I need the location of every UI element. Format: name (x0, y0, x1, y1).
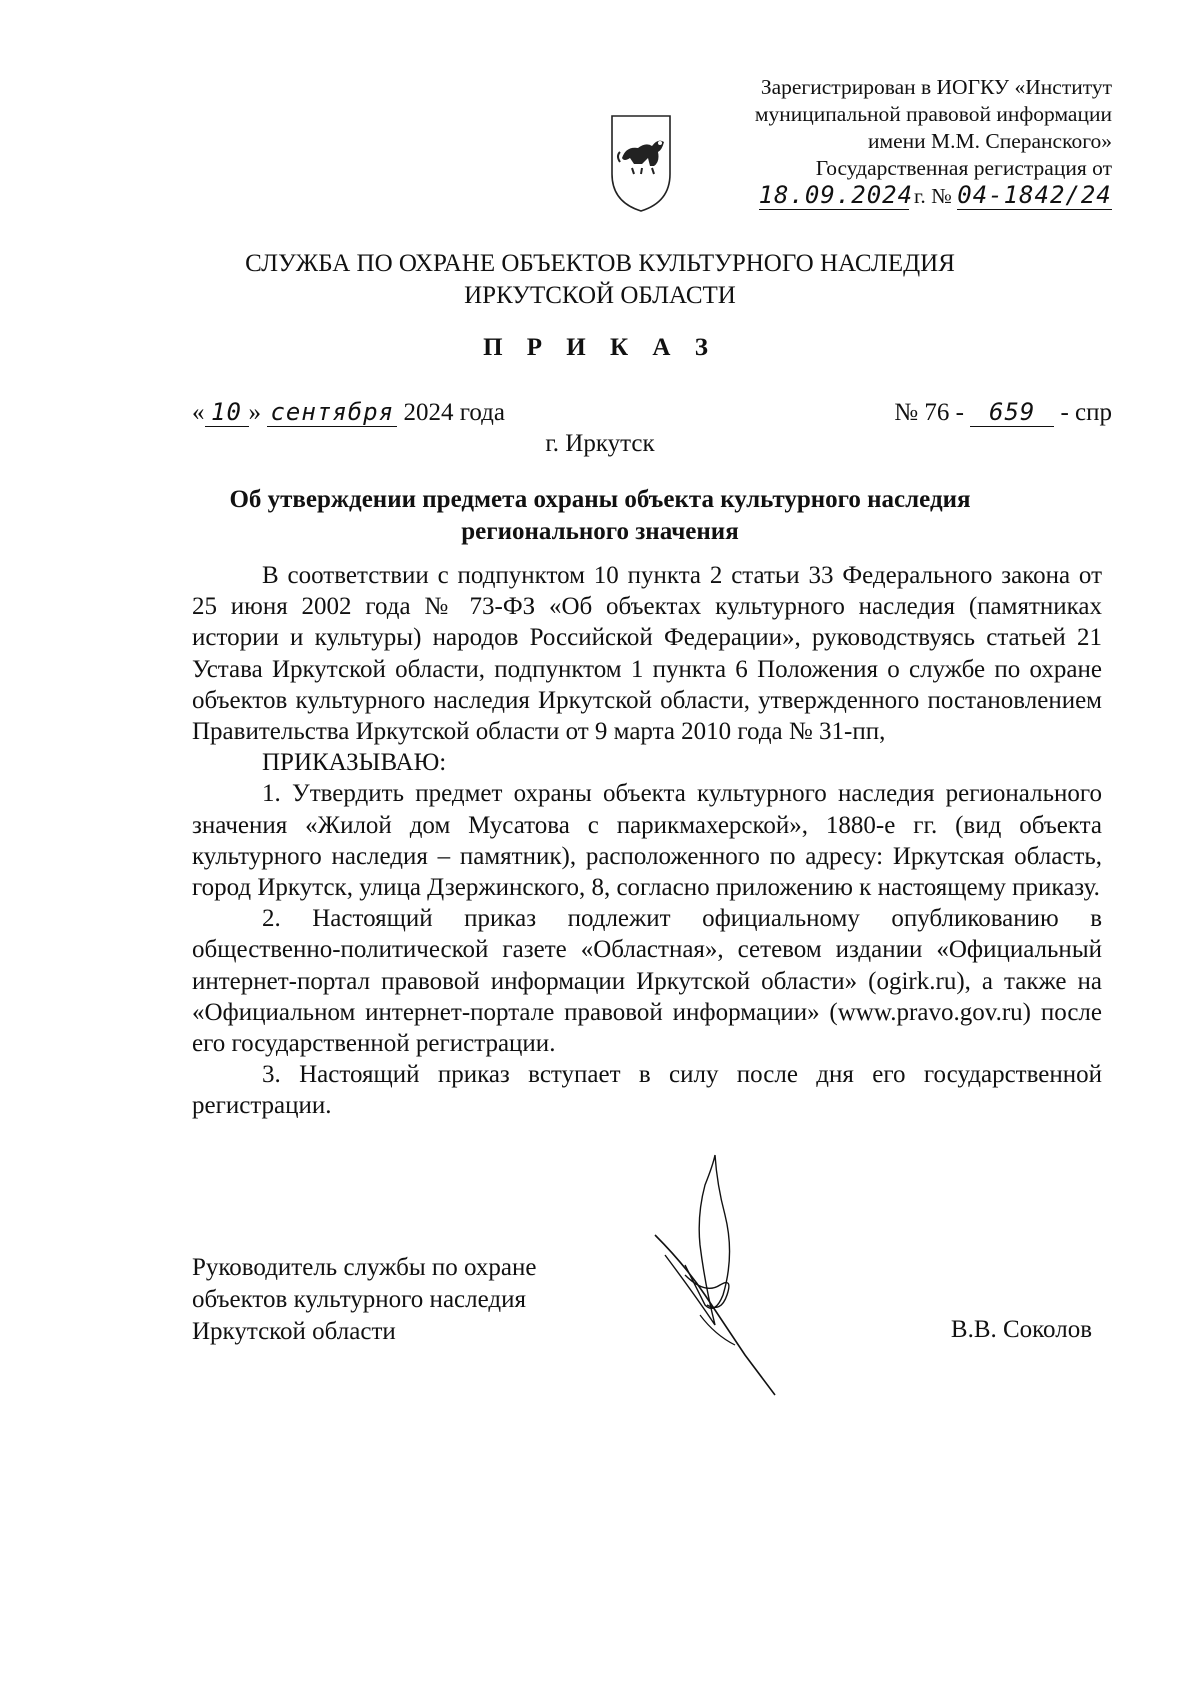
document-type-title: П Р И К А З (483, 334, 717, 361)
registration-date-handwritten: 18.09.2024 (758, 181, 914, 209)
signer-line-2: объектов культурного наследия (192, 1286, 526, 1313)
registration-line-2: муниципальной правовой информации (754, 102, 1112, 126)
date-number-row (192, 398, 1112, 432)
item-3-paragraph: 3. Настоящий приказ вступает в силу после дня его государственной регистрации. (192, 1061, 1102, 1120)
order-number-handwritten: 659 (970, 398, 1054, 427)
organization-line-2: ИРКУТСКОЙ ОБЛАСТИ (464, 282, 736, 309)
registration-number-label: г. № (913, 184, 952, 208)
order-word: ПРИКАЗЫВАЮ: (262, 749, 447, 777)
registration-line-1: Зарегистрирован в ИОГКУ «Институт (760, 75, 1112, 99)
organization-heading (0, 248, 1200, 312)
order-number (894, 398, 1112, 427)
order-number-prefix: № 76 - (894, 399, 964, 426)
coat-of-arms-emblem (608, 112, 674, 214)
item-2-paragraph: 2. Настоящий приказ подлежит официальному опубликованию в общественно-политической газете «Областная», сетевом издании «Официальный интернет-портал правовой информации Иркутской области» (ogirk.ru), а также на «Официальном интернет-портале правовой информации» (www.pravo.gov.ru) после его государственной регистрации. (192, 905, 1102, 1058)
registration-stamp (672, 74, 1112, 210)
subject-line-1: Об утверждении предмета охраны объекта культурного наследия (229, 486, 971, 513)
item-1-paragraph: 1. Утвердить предмет охраны объекта культурного наследия регионального значения «Жилой дом Мусатова с парикмахерской», 1880-е гг. (вид объекта культурного наследия – памятник), расположенного по адресу: Иркутская область, город Иркутск, улица Дзержинского, 8, согласно приложению к настоящему приказу. (192, 780, 1102, 902)
date-close-quote: » (248, 399, 261, 426)
order-body (192, 560, 1102, 1122)
registration-number-handwritten: 04-1842/24 (957, 181, 1112, 209)
registration-line-4: Государственная регистрация от (815, 156, 1112, 180)
signer-line-3: Иркутской области (192, 1318, 396, 1345)
organization-line-1: СЛУЖБА ПО ОХРАНЕ ОБЪЕКТОВ КУЛЬТУРНОГО НАСЛЕДИЯ (245, 250, 955, 277)
signer-position (192, 1252, 536, 1348)
signer-name: В.В. Соколов (950, 1316, 1092, 1343)
date-year: 2024 года (403, 399, 505, 426)
date-month-handwritten: сентября (267, 398, 397, 427)
subject-line-2: регионального значения (461, 518, 739, 545)
order-number-suffix: - спр (1060, 399, 1112, 426)
date-day-handwritten: 10 (205, 398, 249, 427)
date-open-quote: « (192, 399, 205, 426)
preamble-paragraph: В соответствии с подпунктом 10 пункта 2 статьи 33 Федерального закона от 25 июня 2002 года № 73-ФЗ «Об объектах культурного наследия (памятниках истории и культуры) народов Российской Федерации», руководствуясь статьей 21 Устава Иркутской области, подпунктом 1 пункта 6 Положения о службе по охране объектов культурного наследия Иркутской области, утвержденного постановлением Правительства Иркутской области от 9 марта 2010 года № 31-пп, (192, 562, 1102, 746)
handwritten-signature (645, 1145, 815, 1405)
order-subject (220, 484, 980, 548)
order-date (192, 398, 505, 427)
registration-line-3: имени М.М. Сперанского» (867, 129, 1112, 153)
signer-line-1: Руководитель службы по охране (192, 1254, 537, 1281)
registration-line-5 (672, 182, 1112, 210)
city: г. Иркутск (545, 430, 655, 457)
